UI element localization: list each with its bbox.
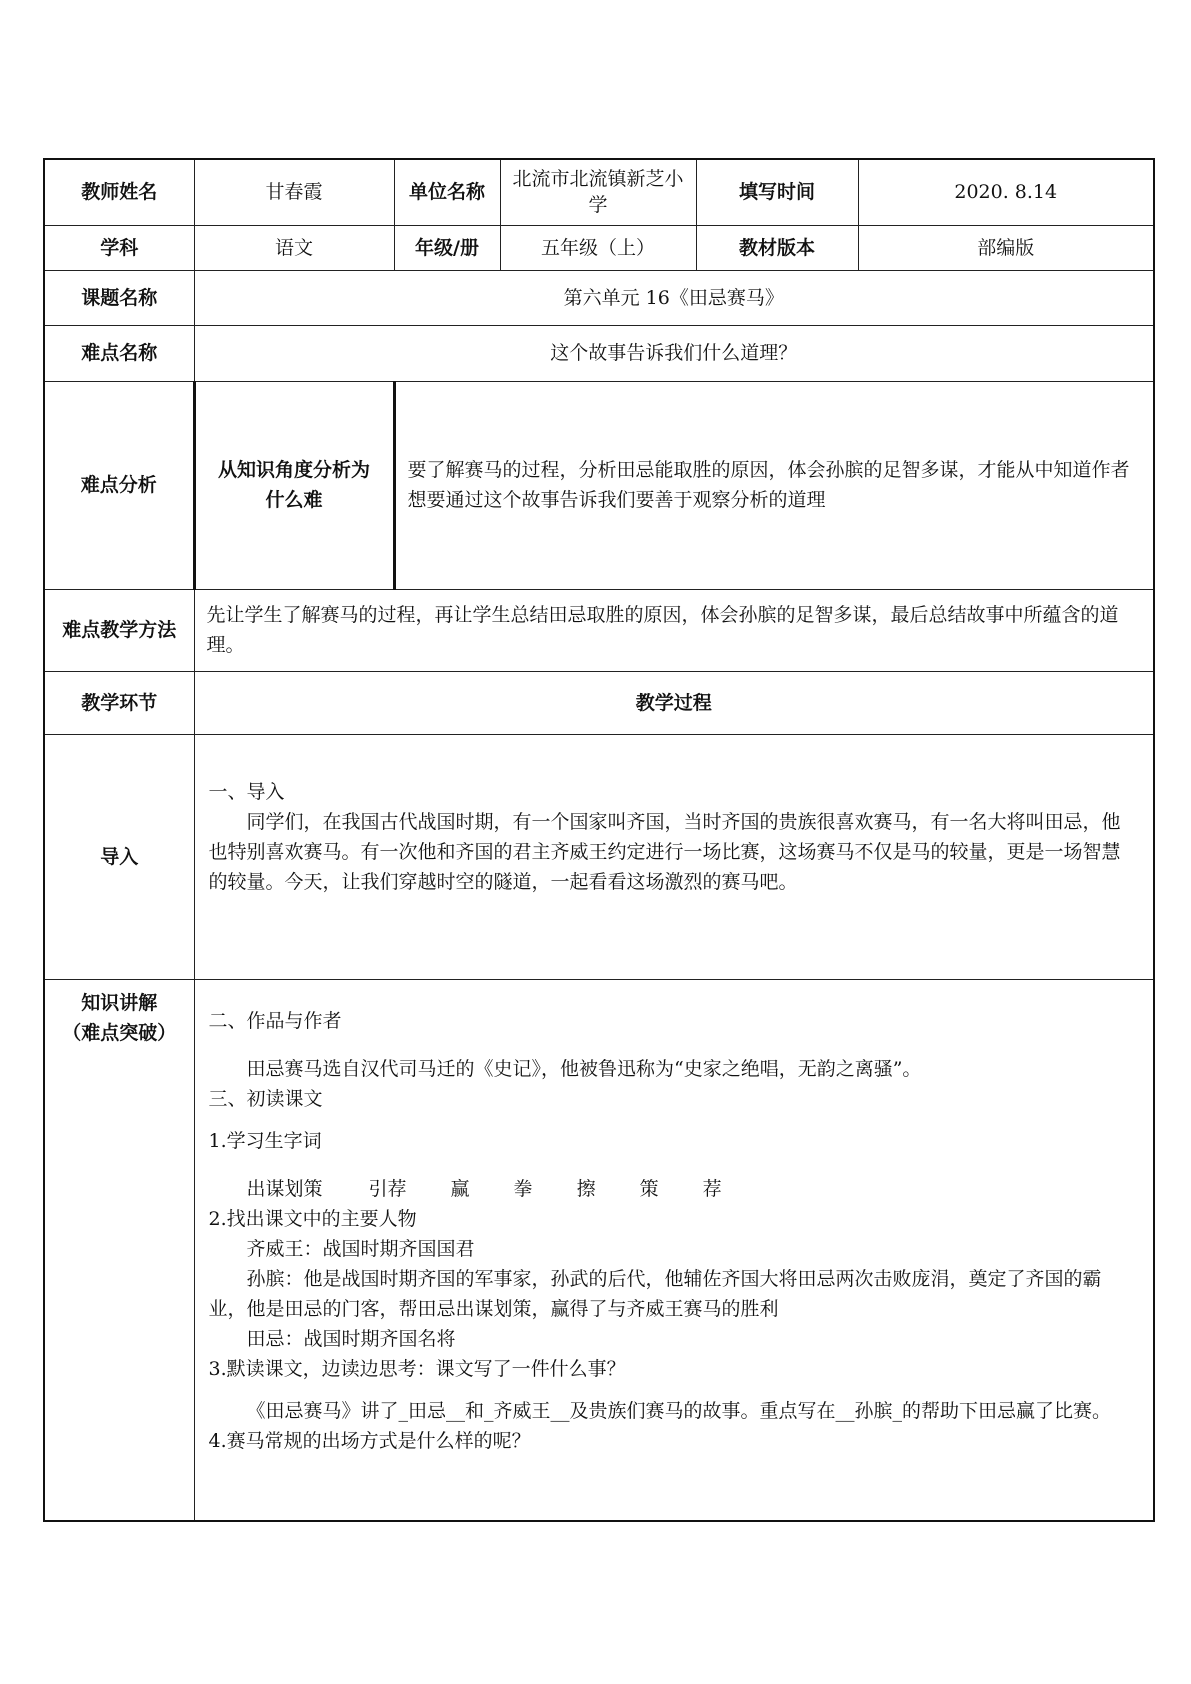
topic-label: 课题名称 xyxy=(44,270,194,325)
item4-heading: 4.赛马常规的出场方式是什么样的呢？ xyxy=(208,1429,531,1452)
difficulty-label: 难点名称 xyxy=(44,325,194,381)
difficulty-value: 这个故事告诉我们什么道理？ xyxy=(194,325,1154,381)
difficulty-row xyxy=(44,325,1154,381)
knowledge-row xyxy=(44,979,1154,1521)
header-row xyxy=(44,159,1154,225)
person-sunbin: 孙膑：他是战国时期齐国的军事家，孙武的后代，他辅佐齐国大将田忌两次击败庞涓，奠定了齐国的霸业，他是田忌的门客，帮田忌出谋划策，赢得了与齐威王赛马的胜利 xyxy=(208,1267,1102,1320)
fill-date-label: 填写时间 xyxy=(696,159,858,225)
intro-row xyxy=(44,734,1154,979)
item3-heading: 3.默读课文，边读边思考：课文写了一件什么事？ xyxy=(208,1357,626,1380)
knowledge-label-line1: 知识讲解 xyxy=(81,991,158,1014)
knowledge-label xyxy=(44,979,194,1521)
item3-answer: 《田忌赛马》讲了_田忌__和_齐威王__及贵族们赛马的故事。重点写在__孙膑_的帮助下田忌赢了比赛。 xyxy=(246,1399,1112,1422)
vocab-word: 擦 xyxy=(576,1177,596,1200)
intro-content xyxy=(194,734,1154,979)
item1-heading: 1.学习生字词 xyxy=(208,1129,322,1152)
stage-label: 教学环节 xyxy=(44,671,194,734)
intro-label: 导入 xyxy=(44,734,194,979)
vocab-word: 赢 xyxy=(450,1177,470,1200)
subject-value: 语文 xyxy=(194,225,394,270)
section2-heading: 二、作品与作者 xyxy=(208,1009,342,1032)
topic-row xyxy=(44,270,1154,325)
info-row xyxy=(44,225,1154,270)
edition-label: 教材版本 xyxy=(696,225,858,270)
analysis-row xyxy=(44,381,1154,589)
grade-value: 五年级（上） xyxy=(500,225,696,270)
subject-label: 学科 xyxy=(44,225,194,270)
item2-heading: 2.找出课文中的主要人物 xyxy=(208,1207,417,1230)
analysis-label: 难点分析 xyxy=(44,381,194,589)
vocab-word: 引荐 xyxy=(368,1177,407,1200)
teacher-name-value: 甘春霞 xyxy=(194,159,394,225)
method-label: 难点教学方法 xyxy=(44,589,194,671)
method-text: 先让学生了解赛马的过程，再让学生总结田忌取胜的原因，体会孙膑的足智多谋，最后总结故事中所蕴含的道理。 xyxy=(194,589,1154,671)
knowledge-label-line2: （难点突破） xyxy=(62,1021,177,1044)
vocab-word: 出谋划策 xyxy=(246,1177,323,1200)
unit-name-value: 北流市北流镇新芝小学 xyxy=(500,159,696,225)
person-tianji: 田忌：战国时期齐国名将 xyxy=(246,1327,456,1350)
intro-text: 同学们，在我国古代战国时期，有一个国家叫齐国，当时齐国的贵族很喜欢赛马，有一名大将叫田忌，他也特别喜欢赛马。有一次他和齐国的君主齐威王约定进行一场比赛，这场赛马不仅是马的较量，更是一场智慧的较量。今天，让我们穿越时空的隧道，一起看看这场激烈的赛马吧。 xyxy=(208,810,1121,893)
lesson-plan-table xyxy=(43,158,1155,1522)
teacher-name-label: 教师姓名 xyxy=(44,159,194,225)
process-header-row xyxy=(44,671,1154,734)
analysis-text: 要了解赛马的过程，分析田忌能取胜的原因，体会孙膑的足智多谋，才能从中知道作者想要通过这个故事告诉我们要善于观察分析的道理 xyxy=(394,381,1154,589)
grade-label: 年级/册 xyxy=(394,225,500,270)
fill-date-value: 2020. 8.14 xyxy=(858,159,1154,225)
section2-text: 田忌赛马选自汉代司马迁的《史记》，他被鲁迅称为“史家之绝唱，无韵之离骚”。 xyxy=(246,1057,922,1080)
method-row xyxy=(44,589,1154,671)
analysis-sublabel: 从知识角度分析为什么难 xyxy=(194,381,394,589)
vocab-word: 荐 xyxy=(702,1177,722,1200)
knowledge-content xyxy=(194,979,1154,1521)
edition-value: 部编版 xyxy=(858,225,1154,270)
topic-value: 第六单元 16《田忌赛马》 xyxy=(194,270,1154,325)
vocab-word: 拳 xyxy=(513,1177,533,1200)
person-qiweiwang: 齐威王：战国时期齐国国君 xyxy=(246,1237,475,1260)
vocab-list xyxy=(209,1174,1140,1204)
vocab-word: 策 xyxy=(639,1177,659,1200)
intro-heading: 一、导入 xyxy=(208,780,285,803)
process-label: 教学过程 xyxy=(194,671,1154,734)
section3-heading: 三、初读课文 xyxy=(208,1087,323,1110)
unit-name-label: 单位名称 xyxy=(394,159,500,225)
